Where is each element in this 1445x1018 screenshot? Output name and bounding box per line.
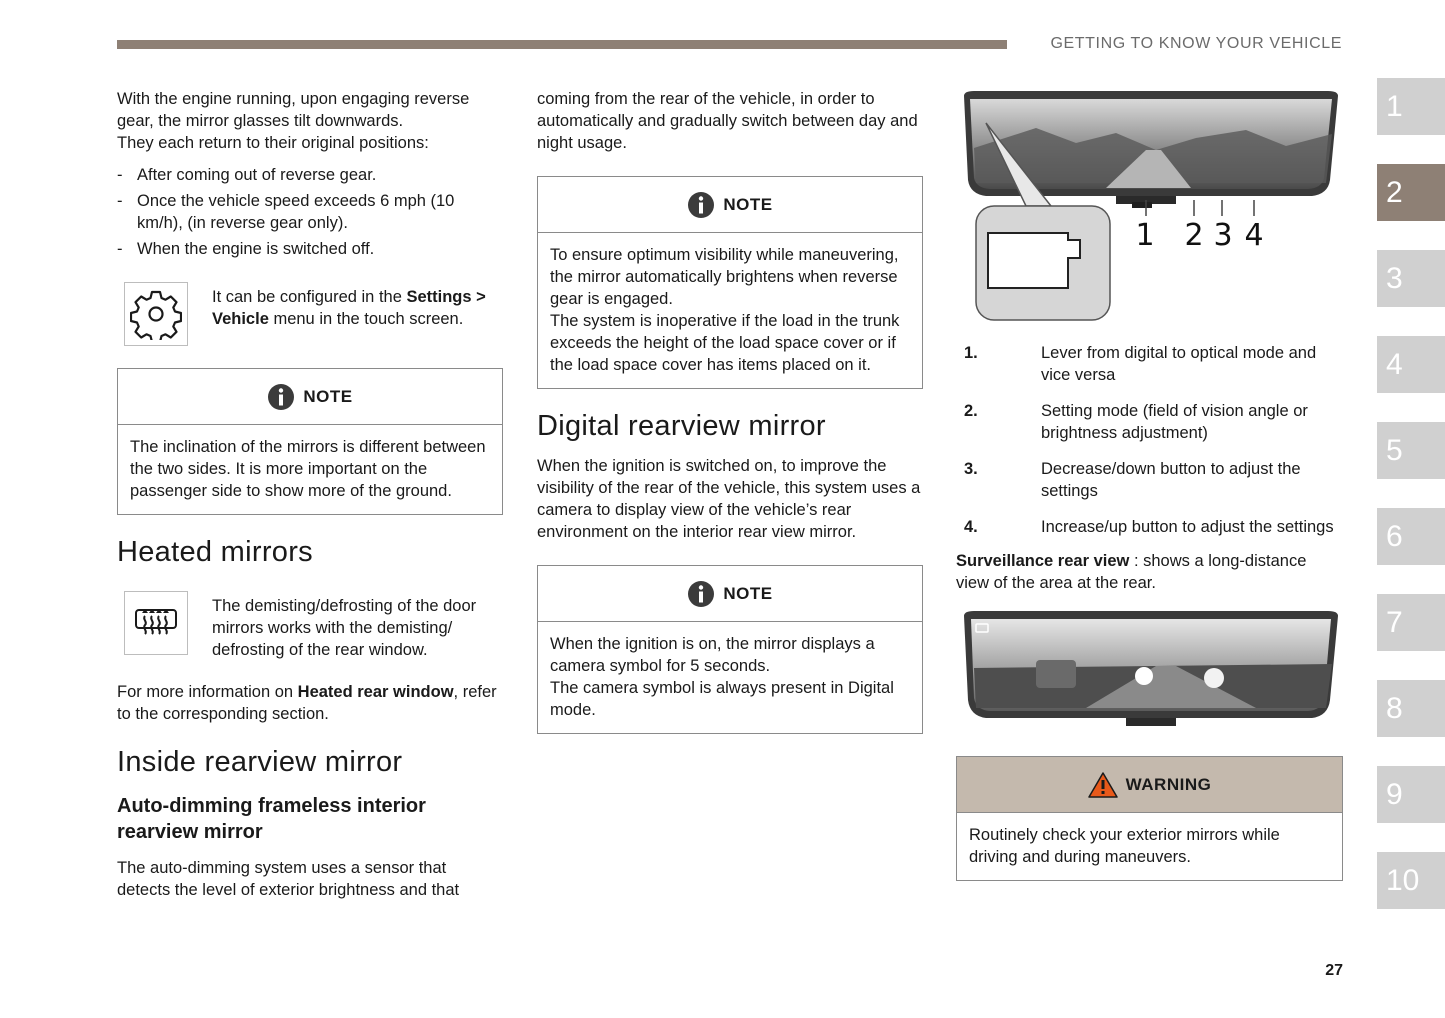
warning-header: WARNING: [957, 757, 1342, 813]
more-info-text: For more information on Heated rear window, refer to the corresponding section.: [117, 683, 497, 723]
heated-rear-window-link: Heated rear window: [297, 683, 454, 701]
auto-dimming-text: The auto-dimming system uses a sensor that detects the level of exterior brightness and that: [117, 859, 460, 899]
note-box: [537, 565, 923, 734]
chapter-tab-7[interactable]: 7: [1377, 594, 1445, 651]
note-text: When the ignition is on, the mirror displays a camera symbol for 5 seconds. The camera symbol is always present in Digital mode.: [550, 635, 894, 719]
note-text: The inclination of the mirrors is different between the two sides. It is more important on the passenger side to show more of the ground.: [130, 438, 486, 500]
header-bar: [117, 40, 1007, 49]
callout-number: 1: [1135, 218, 1155, 253]
note-header: NOTE: [118, 369, 502, 425]
heated-text: The demisting/defrosting of the door mirrors works with the demisting/ defrosting of the rear window.: [212, 597, 477, 659]
digital-text: When the ignition is switched on, to improve the visibility of the rear of the vehicle, this system uses a camera to display view of the vehicle’s rear environment on the interior rear view mirror.: [537, 457, 921, 541]
chapter-tab-6[interactable]: 6: [1377, 508, 1445, 565]
note-box: [537, 176, 923, 389]
info-icon: [687, 191, 715, 219]
settings-menu-path: Settings > Vehicle: [212, 288, 486, 328]
heading-digital-rearview-mirror: Digital rearview mirror: [537, 410, 826, 442]
callout-number: 4: [1244, 218, 1264, 253]
note-header: NOTE: [538, 177, 922, 233]
settings-text: It can be configured in the Settings > Vehicle menu in the touch screen.: [212, 288, 486, 328]
figure-legend: [956, 342, 1343, 538]
chapter-tab-2[interactable]: 2: [1377, 164, 1445, 221]
list-item: - When the engine is switched off.: [117, 238, 503, 260]
positions-list: [117, 164, 503, 260]
chapter-tab-9[interactable]: 9: [1377, 766, 1445, 823]
warning-icon: [1088, 772, 1118, 798]
mirror-controls-figure: [956, 88, 1343, 328]
settings-info: [117, 282, 503, 346]
column-left: [117, 88, 503, 901]
legend-item: 3. Decrease/down button to adjust the settings: [964, 460, 1301, 500]
column-middle: [537, 88, 923, 734]
callout-number: 2: [1184, 218, 1204, 253]
intro-text-2: They each return to their original positions:: [117, 134, 429, 152]
chapter-tab-4[interactable]: 4: [1377, 336, 1445, 393]
settings-gear-icon: [124, 282, 188, 346]
chapter-tab-5[interactable]: 5: [1377, 422, 1445, 479]
intro-text: With the engine running, upon engaging reverse gear, the mirror glasses tilt downwards.: [117, 90, 470, 130]
chapter-tab-10[interactable]: 10: [1377, 852, 1445, 909]
note-text: To ensure optimum visibility while maneuvering, the mirror automatically brightens when reverse gear is engaged. The system is inoperative if the load in the trunk exceeds the height of the load space cover or if the load space cover has items placed on it.: [550, 246, 900, 374]
note-box: [117, 368, 503, 515]
subheading-auto-dimming: Auto-dimming frameless interior rearview mirror: [117, 795, 426, 843]
chapter-tab-3[interactable]: 3: [1377, 250, 1445, 307]
list-item: - Once the vehicle speed exceeds 6 mph (10 km/h), (in reverse gear only).: [117, 190, 503, 234]
note-header: NOTE: [538, 566, 922, 622]
warning-box: [956, 756, 1343, 881]
callout-number: 3: [1213, 218, 1233, 253]
heading-heated-mirrors: Heated mirrors: [117, 536, 313, 568]
section-title: GETTING TO KNOW YOUR VEHICLE: [1050, 35, 1342, 52]
chapter-tab-8[interactable]: 8: [1377, 680, 1445, 737]
column-right: [956, 88, 1343, 881]
chapter-tab-1[interactable]: 1: [1377, 78, 1445, 135]
legend-item: 1. Lever from digital to optical mode and vice versa: [964, 344, 1317, 384]
list-item: - After coming out of reverse gear.: [117, 164, 503, 186]
defrost-icon: [124, 591, 188, 655]
warning-text: Routinely check your exterior mirrors while driving and during maneuvers.: [969, 826, 1280, 866]
info-icon: [687, 580, 715, 608]
heading-inside-rearview-mirror: Inside rearview mirror: [117, 746, 403, 778]
legend-item: 2. Setting mode (field of vision angle or brightness adjustment): [964, 402, 1308, 442]
continued-text: coming from the rear of the vehicle, in order to automatically and gradually switch between day and night usage.: [537, 90, 918, 152]
heated-info: [117, 591, 503, 661]
legend-item: 4. Increase/up button to adjust the settings: [964, 518, 1334, 536]
surveillance-mirror-figure: [956, 608, 1343, 738]
surveillance-text: Surveillance rear view : shows a long-distance view of the area at the rear.: [956, 552, 1307, 592]
page-number: 27: [1325, 962, 1343, 979]
info-icon: [267, 383, 295, 411]
